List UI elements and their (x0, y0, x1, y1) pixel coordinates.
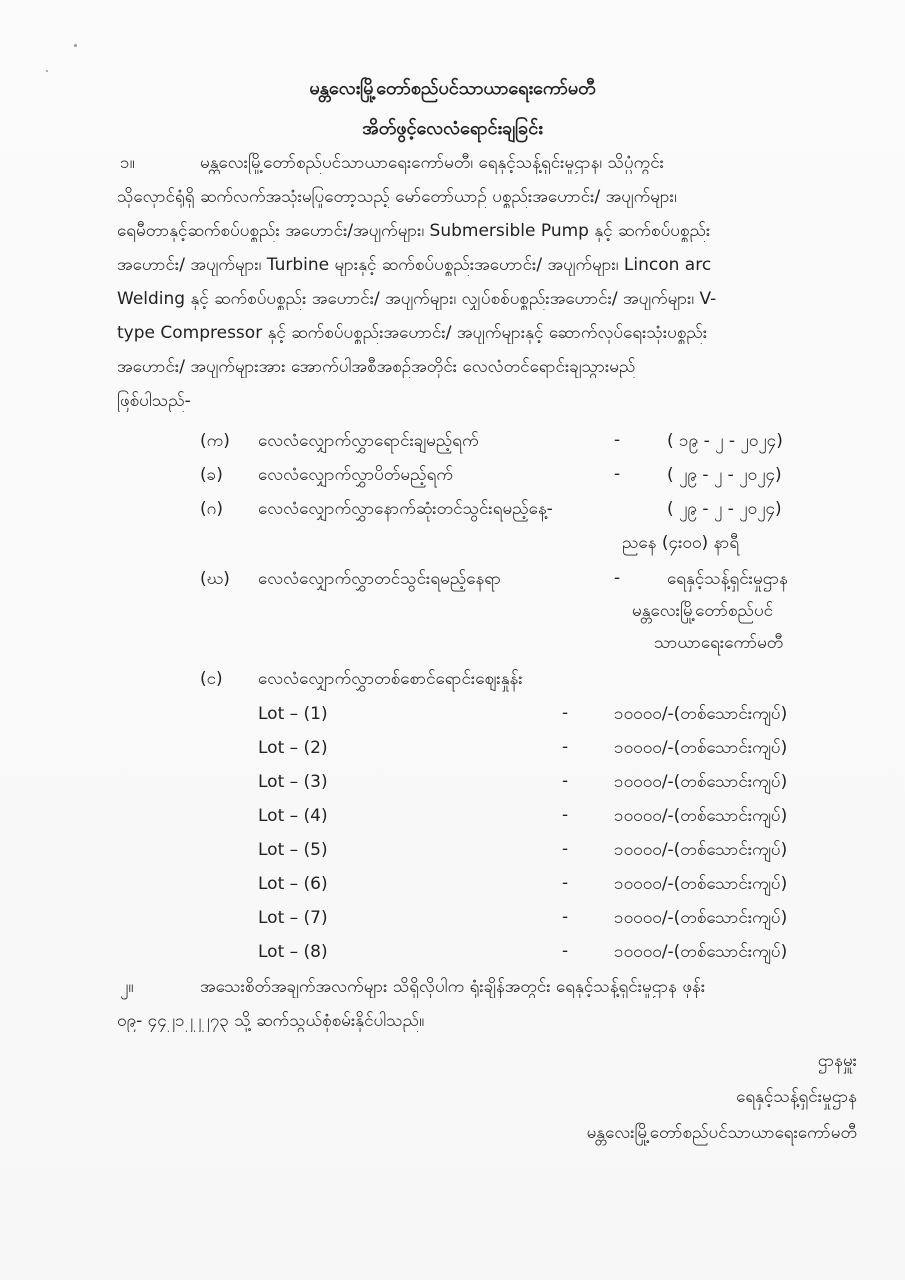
paragraph-line: Welding နှင့် ဆက်စပ်ပစ္စည်း အဟောင်း/ အပျက်များ၊ လျှပ်စစ်ပစ္စည်းအဟောင်း/ အပျက်များ၊ V- (117, 289, 717, 309)
schedule-label: (ဃ) (200, 569, 230, 589)
schedule-dash: - (614, 430, 621, 450)
paragraph-number: ၁။ (120, 153, 135, 173)
schedule-label: (ခ) (200, 465, 223, 485)
schedule-value: ရေနှင့်သန့်ရှင်းမှုဌာန (667, 569, 788, 589)
lot-name: Lot – (1) (258, 704, 328, 724)
lot-name: Lot – (7) (258, 908, 328, 928)
schedule-label: (င) (200, 669, 223, 689)
lot-price: ၁၀၀၀၀/-(တစ်သောင်းကျပ်) (614, 738, 788, 758)
schedule-label: (ဂ) (200, 499, 223, 519)
paragraph-line: အဟောင်း/ အပျက်များ၊ Turbine များနှင့် ဆက်စပ်ပစ္စည်းအဟောင်း/ အပျက်များ၊ Lincon arc (117, 255, 712, 275)
lot-price: ၁၀၀၀၀/-(တစ်သောင်းကျပ်) (614, 840, 788, 860)
schedule-dash: - (614, 568, 621, 588)
lot-dash: - (562, 839, 569, 859)
lot-price: ၁၀၀၀၀/-(တစ်သောင်းကျပ်) (614, 874, 788, 894)
lot-price: ၁၀၀၀၀/-(တစ်သောင်းကျပ်) (614, 908, 788, 928)
paragraph-line: type Compressor နှင့် ဆက်စပ်ပစ္စည်းအဟောင်း/ အပျက်များနှင့် ဆောက်လုပ်ရေးသုံးပစ္စည်း (117, 323, 708, 343)
scan-speck (46, 70, 48, 72)
lot-dash: - (562, 737, 569, 757)
paragraph-line: သိုလှောင်ရုံရှိ ဆက်လက်အသုံးမပြုတော့သည့် မော်တော်ယာဉ် ပစ္စည်းအဟောင်း/ အပျက်များ၊ (117, 187, 677, 207)
lot-price: ၁၀၀၀၀/-(တစ်သောင်းကျပ်) (614, 772, 788, 792)
paragraph-line: မန္တလေးမြို့တော်စည်ပင်သာယာရေးကော်မတီ၊ ရေနှင့်သန့်ရှင်းမှုဌာန၊ သိပ္ပံကွင်း (200, 153, 664, 173)
lot-dash: - (562, 703, 569, 723)
paragraph-line: ရေမီတာနှင့်ဆက်စပ်ပစ္စည်း အဟောင်း/အပျက်များ၊ Submersible Pump နှင့် ဆက်စပ်ပစ္စည်း (117, 221, 711, 241)
signature-committee: မန္တလေးမြို့တော်စည်ပင်သာယာရေးကော်မတီ (586, 1123, 857, 1143)
schedule-value: ( ၂၉ - ၂ - ၂၀၂၄) (667, 499, 782, 519)
lot-name: Lot – (8) (258, 942, 328, 962)
paragraph-line: ဖြစ်ပါသည်- (117, 391, 191, 411)
lot-dash: - (562, 941, 569, 961)
lot-price: ၁၀၀၀၀/-(တစ်သောင်းကျပ်) (614, 704, 788, 724)
lot-dash: - (562, 907, 569, 927)
lot-dash: - (562, 805, 569, 825)
paragraph-line: ၀၉- ၄၄၂၁၂၂၂၇၃ သို့ ဆက်သွယ်စုံစမ်းနိုင်ပါသည်။ (117, 1011, 425, 1031)
schedule-value-line2: မန္တလေးမြို့တော်စည်ပင် (632, 601, 774, 621)
lot-name: Lot – (4) (258, 806, 328, 826)
schedule-text: လေလံလျှောက်လွှာရောင်းချမည့်ရက် (258, 431, 479, 451)
paragraph-line: အသေးစိတ်အချက်အလက်များ သိရှိလိုပါက ရုံးချိန်အတွင်း ရေနှင့်သန့်ရှင်းမှုဌာန ဖုန်း (200, 977, 706, 997)
signature-department: ရေနှင့်သန့်ရှင်းမှုဌာန (736, 1087, 857, 1107)
paragraph-number: ၂။ (120, 977, 134, 997)
lot-dash: - (562, 771, 569, 791)
schedule-dash: - (614, 464, 621, 484)
schedule-value: ( ၂၉ - ၂ - ၂၀၂၄) (667, 465, 782, 485)
lot-dash: - (562, 873, 569, 893)
schedule-value-line3: သာယာရေးကော်မတီ (654, 633, 784, 653)
lot-name: Lot – (5) (258, 840, 328, 860)
schedule-value: ( ၁၉ - ၂ - ၂၀၂၄) (667, 431, 783, 451)
scan-speck (74, 44, 77, 47)
schedule-text: လေလံလျှောက်လွှာတစ်စောင်ရောင်းဈေးနှုန်း (258, 669, 523, 689)
lot-name: Lot – (2) (258, 738, 328, 758)
schedule-label: (က) (200, 431, 230, 451)
lot-name: Lot – (6) (258, 874, 328, 894)
lot-price: ၁၀၀၀၀/-(တစ်သောင်းကျပ်) (614, 942, 788, 962)
document-subtitle: အိတ်ဖွင့်လေလံရောင်းချခြင်း (362, 118, 543, 139)
schedule-text: လေလံလျှောက်လွှာနောက်ဆုံးတင်သွင်းရမည့်နေ့- (258, 499, 553, 519)
schedule-text: လေလံလျှောက်လွှာပိတ်မည့်ရက် (258, 465, 453, 485)
paragraph-line: အဟောင်း/ အပျက်များအား အောက်ပါအစီအစဉ်အတိုင်း လေလံတင်ရောင်းချသွားမည် (117, 357, 636, 377)
document-title: မန္တလေးမြို့တော်စည်ပင်သာယာရေးကော်မတီ (309, 78, 596, 99)
lot-price: ၁၀၀၀၀/-(တစ်သောင်းကျပ်) (614, 806, 788, 826)
lot-name: Lot – (3) (258, 772, 328, 792)
schedule-text: လေလံလျှောက်လွှာတင်သွင်းရမည့်နေရာ (258, 569, 502, 589)
signature-title: ဌာနမှူး (817, 1051, 857, 1071)
schedule-time: ညနေ (၄း၀၀) နာရီ (622, 533, 740, 553)
